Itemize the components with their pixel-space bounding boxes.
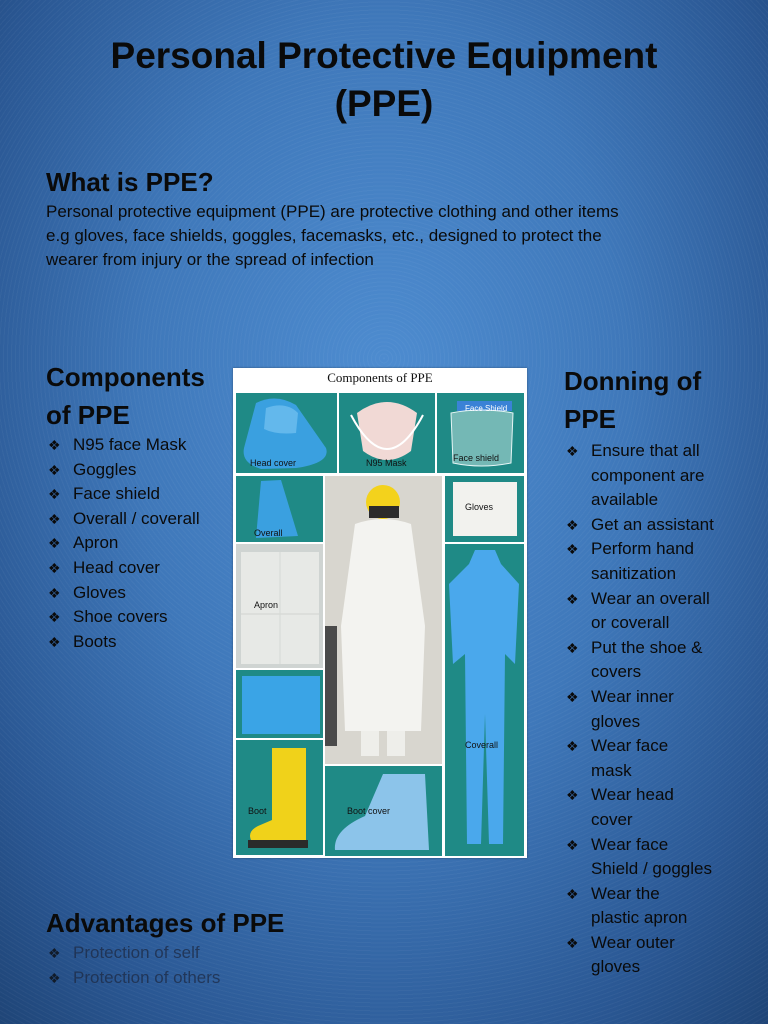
list-item: ❖ Gloves	[46, 581, 231, 606]
advantages-heading: Advantages of PPE	[46, 908, 285, 938]
donning-heading	[564, 362, 701, 438]
boot-photo	[236, 740, 323, 855]
list-item: ❖ Wear inner gloves	[566, 686, 674, 731]
diamond-bullet-icon: ❖	[48, 969, 61, 986]
diamond-bullet-icon: ❖	[48, 510, 61, 527]
donning-heading-line-1: Donning of	[564, 366, 702, 396]
diamond-bullet-icon: ❖	[566, 590, 579, 607]
list-item: ❖ Wear face Shield / goggles	[566, 834, 712, 879]
diamond-bullet-icon: ❖	[566, 443, 579, 459]
diamond-bullet-icon: ❖	[566, 836, 579, 853]
diamond-bullet-icon: ❖	[48, 461, 61, 478]
list-item: ❖ Wear outer gloves	[566, 932, 675, 977]
diamond-bullet-icon: ❖	[566, 738, 579, 755]
diamond-bullet-icon: ❖	[48, 584, 61, 601]
label-coverall: Coverall	[465, 740, 499, 750]
diamond-bullet-icon: ❖	[48, 559, 61, 576]
components-heading-line-2: of PPE	[46, 400, 130, 430]
diamond-bullet-icon: ❖	[566, 885, 579, 902]
list-item: ❖ Put the shoe & covers	[566, 637, 703, 682]
what-line-1: Personal protective equipment (PPE) are protective clothing and other items	[46, 202, 619, 221]
list-item: ❖ Goggles	[46, 458, 231, 483]
diamond-bullet-icon: ❖	[48, 486, 61, 503]
boot-icon	[236, 740, 323, 855]
title-line-1: Personal Protective Equipment	[110, 35, 658, 76]
components-heading	[46, 358, 205, 434]
diamond-bullet-icon: ❖	[566, 688, 579, 705]
list-item: ❖ Face shield	[46, 482, 231, 507]
figure-title: Components of PPE	[327, 370, 433, 385]
label-apron: Apron	[254, 600, 279, 610]
diamond-bullet-icon: ❖	[566, 516, 579, 533]
advantages-list	[46, 941, 306, 990]
page-title	[0, 32, 768, 128]
apron-photo	[236, 544, 323, 668]
components-list	[46, 433, 231, 654]
donning-heading-line-2: PPE	[564, 404, 617, 434]
gloves-photo	[445, 476, 524, 542]
list-item: ❖ Wear head cover	[566, 785, 674, 829]
coverall-icon	[445, 544, 524, 856]
list-item: ❖ Head cover	[46, 556, 231, 581]
list-item: ❖ Apron	[46, 531, 231, 556]
list-item: ❖ Protection of others	[46, 966, 306, 991]
list-item: ❖ Ensure that all component are available	[566, 441, 705, 510]
person-in-ppe-photo	[325, 476, 442, 764]
list-item: ❖ Overall / coverall	[46, 507, 231, 532]
label-n95: N95 Mask	[366, 458, 407, 468]
label-face-shield-tag: Face Shield	[465, 404, 508, 413]
list-item: ❖ N95 face Mask	[46, 433, 231, 458]
what-line-2: e.g gloves, face shields, goggles, facemasks, etc., designed to protect the	[46, 226, 602, 245]
diamond-bullet-icon: ❖	[566, 934, 579, 951]
label-boot-cover: Boot cover	[347, 806, 391, 816]
list-item: ❖ Wear face mask	[566, 736, 669, 780]
list-item: ❖ Wear an overall or coverall	[566, 588, 710, 633]
list-item: ❖ Protection of self	[46, 941, 306, 966]
diamond-bullet-icon: ❖	[48, 945, 61, 961]
diamond-bullet-icon: ❖	[566, 639, 579, 656]
apron-icon	[236, 544, 323, 668]
diamond-bullet-icon: ❖	[566, 541, 579, 558]
what-paragraph	[46, 200, 619, 272]
overall-photo	[236, 476, 323, 542]
head-cover-photo	[236, 393, 337, 473]
diamond-bullet-icon: ❖	[566, 787, 579, 804]
diamond-bullet-icon: ❖	[48, 437, 61, 453]
blue-sheet-photo	[236, 670, 323, 738]
label-gloves: Gloves	[465, 502, 494, 512]
list-item: ❖ Get an assistant	[564, 513, 764, 538]
list-item: ❖ Wear the plastic apron	[566, 883, 688, 928]
what-heading: What is PPE?	[46, 167, 214, 197]
diamond-bullet-icon: ❖	[48, 535, 61, 552]
donning-list	[564, 439, 764, 980]
label-boot: Boot	[248, 806, 267, 816]
face-shield-photo	[437, 393, 524, 473]
components-heading-line-1: Components	[46, 362, 205, 392]
components-figure	[233, 368, 527, 858]
what-line-3: wearer from injury or the spread of infection	[46, 250, 374, 269]
diamond-bullet-icon: ❖	[48, 609, 61, 626]
label-head-cover: Head cover	[250, 458, 297, 468]
boot-cover-photo	[325, 766, 442, 856]
n95-mask-photo	[339, 393, 435, 473]
list-item: ❖ Perform hand sanitization	[566, 539, 694, 583]
label-face-shield: Face shield	[453, 453, 500, 463]
label-overall: Overall	[254, 528, 283, 538]
title-line-2: (PPE)	[334, 83, 434, 124]
coverall-photo	[445, 544, 524, 856]
list-item: ❖ Shoe covers	[46, 605, 231, 630]
diamond-bullet-icon: ❖	[48, 633, 61, 650]
blue-sheet-icon	[236, 670, 323, 738]
list-item: ❖ Boots	[46, 630, 231, 655]
person-in-ppe-icon	[325, 476, 442, 764]
